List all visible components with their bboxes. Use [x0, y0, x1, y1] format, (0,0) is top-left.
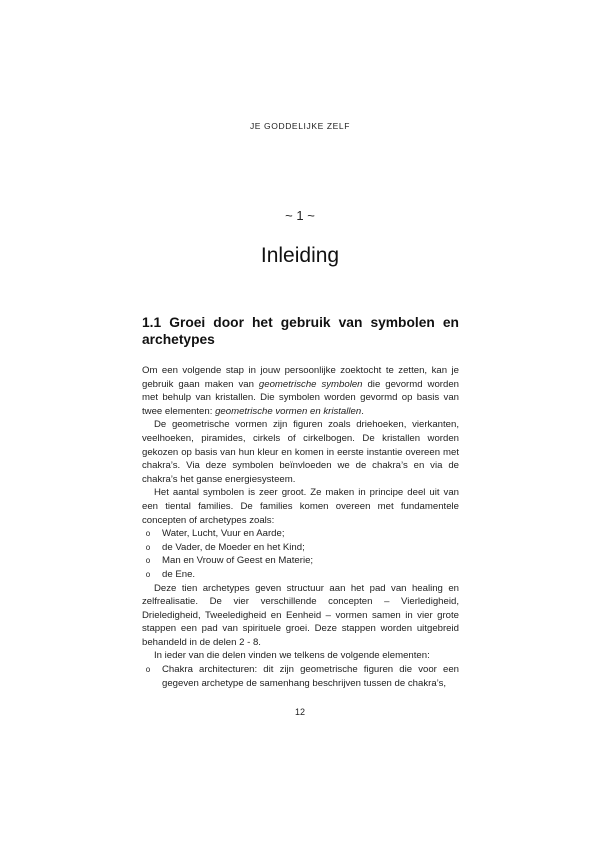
paragraph-intro-emphasis-a: geometrische symbolen: [258, 378, 363, 390]
paragraph-intro-text-c: .: [361, 405, 364, 417]
list-item: [142, 541, 459, 555]
paragraph-symbol-count: Het aantal symbolen is zeer groot. Ze maken in principe deel uit van een tiental families. De families komen overeen met fundamentele concepten of archetypes zoals:: [142, 487, 459, 526]
paragraph-elements: In ieder van die delen vinden we telkens de volgende elementen:: [154, 650, 430, 662]
list-item: [142, 568, 459, 582]
running-header: JE GODDELIJKE ZELF: [249, 121, 351, 131]
list-item-text: Water, Lucht, Vuur en Aarde;: [162, 528, 285, 540]
list-item: [142, 527, 459, 541]
chapter-title: Inleiding: [260, 244, 340, 267]
list-item: [142, 663, 459, 690]
section-heading: 1.1 Groei door het gebruik van symbolen en archetypes: [142, 315, 459, 347]
paragraph-intro: [142, 364, 459, 418]
bullet-circle-icon: o: [145, 529, 151, 539]
paragraph-intro-text-a: Om een volgende stap in jouw persoonlijke zoektocht te zetten, kan je gebruik gaan maken van: [142, 365, 459, 390]
bullet-circle-icon: o: [145, 665, 151, 675]
list-item: [142, 554, 459, 568]
archetype-list: [142, 527, 459, 581]
paragraph-geometric-forms: De geometrische vormen zijn figuren zoals driehoeken, vierkanten, veelhoeken, piramides, cirkels of cirkelbogen. De kristallen worden gekozen op basis van hun kleur en komen in eerste instantie overeen met chakra’s. Via deze symbolen beïnvloeden we de chakra’s en via de chakra’s het ganse energiesysteem.: [142, 419, 459, 485]
page-number: 12: [294, 707, 305, 717]
bullet-circle-icon: o: [145, 569, 151, 579]
list-item-text: Man en Vrouw of Geest en Materie;: [162, 555, 314, 567]
list-item-text: de Ene.: [162, 568, 196, 580]
body-content: [142, 314, 459, 690]
element-list: [142, 663, 459, 690]
bullet-circle-icon: o: [145, 542, 151, 552]
list-item-text: Chakra architecturen: dit zijn geometrische figuren die voor een gegeven archetype de samenhang beschrijven tussen de chakra’s,: [162, 664, 459, 689]
list-item-text: de Vader, de Moeder en het Kind;: [162, 541, 305, 553]
bullet-circle-icon: o: [145, 556, 151, 566]
paragraph-intro-emphasis-b: geometrische vormen en kristallen: [215, 405, 362, 417]
paragraph-archetypes: Deze tien archetypes geven structuur aan het pad van healing en zelfrealisatie. De vier verschillende concepten – Vierledigheid, Drieledigheid, Tweeledigheid en Eenheid – vormen samen in vier grote stappen een pad van spirituele groei. Deze stappen worden uitgebreid behandeld in de delen 2 - 8.: [142, 582, 459, 648]
chapter-number: ~ 1 ~: [285, 208, 315, 223]
paragraph-intro-text-b: die gevormd worden met behulp van kristallen. Die symbolen worden gevormd op basis van twee elementen:: [142, 378, 459, 417]
